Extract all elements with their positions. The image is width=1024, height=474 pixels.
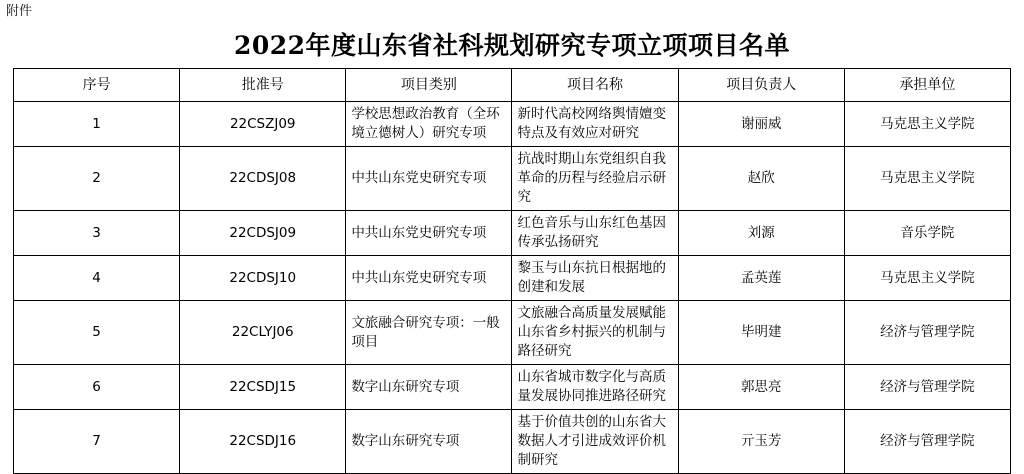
cell-seq: 6: [14, 365, 180, 410]
cell-unit: 马克思主义学院: [844, 256, 1010, 301]
cell-leader: 谢丽威: [678, 102, 844, 147]
table-row: [14, 211, 1011, 256]
table-row: [14, 410, 1011, 474]
cell-name: 山东省城市数字化与高质量发展协同推进路径研究: [512, 365, 678, 410]
table-row: [14, 365, 1011, 410]
cell-unit: 经济与管理学院: [844, 410, 1010, 474]
cell-name: 黎玉与山东抗日根据地的创建和发展: [512, 256, 678, 301]
cell-unit: 音乐学院: [844, 211, 1010, 256]
cell-leader: 亓玉芳: [678, 410, 844, 474]
cell-category: 文旅融合研究专项：一般项目: [346, 301, 512, 365]
table-row: [14, 256, 1011, 301]
table-row: [14, 301, 1011, 365]
cell-seq: 4: [14, 256, 180, 301]
project-list-table: [13, 68, 1011, 474]
cell-seq: 5: [14, 301, 180, 365]
cell-category: 中共山东党史研究专项: [346, 256, 512, 301]
cell-category: 数字山东研究专项: [346, 410, 512, 474]
column-header-seq: 序号: [14, 69, 180, 102]
cell-name: 基于价值共创的山东省大数据人才引进成效评价机制研究: [512, 410, 678, 474]
cell-code: 22CLYJ06: [180, 301, 346, 365]
page-title: 2022年度山东省社科规划研究专项立项项目名单: [233, 31, 791, 60]
cell-leader: 孟英莲: [678, 256, 844, 301]
cell-unit: 马克思主义学院: [844, 102, 1010, 147]
cell-code: 22CDSJ10: [180, 256, 346, 301]
cell-leader: 毕明建: [678, 301, 844, 365]
cell-name: 红色音乐与山东红色基因传承弘扬研究: [512, 211, 678, 256]
table-row: [14, 147, 1011, 211]
column-header-category: 项目类别: [346, 69, 512, 102]
cell-seq: 2: [14, 147, 180, 211]
cell-code: 22CDSJ08: [180, 147, 346, 211]
cell-code: 22CSDJ16: [180, 410, 346, 474]
attachment-label: 附件: [6, 4, 33, 19]
cell-unit: 经济与管理学院: [844, 365, 1010, 410]
cell-category: 学校思想政治教育（全环境立德树人）研究专项: [346, 102, 512, 147]
table-header-row: [14, 69, 1011, 102]
cell-seq: 1: [14, 102, 180, 147]
cell-code: 22CSZJ09: [180, 102, 346, 147]
cell-category: 中共山东党史研究专项: [346, 147, 512, 211]
cell-leader: 郭思亮: [678, 365, 844, 410]
column-header-unit: 承担单位: [844, 69, 1010, 102]
column-header-leader: 项目负责人: [678, 69, 844, 102]
cell-unit: 经济与管理学院: [844, 301, 1010, 365]
cell-category: 中共山东党史研究专项: [346, 211, 512, 256]
column-header-name: 项目名称: [512, 69, 678, 102]
cell-leader: 刘源: [678, 211, 844, 256]
cell-seq: 3: [14, 211, 180, 256]
column-header-code: 批准号: [180, 69, 346, 102]
table-row: [14, 102, 1011, 147]
cell-name: 文旅融合高质量发展赋能山东省乡村振兴的机制与路径研究: [512, 301, 678, 365]
cell-code: 22CSDJ15: [180, 365, 346, 410]
cell-name: 新时代高校网络舆情嬗变特点及有效应对研究: [512, 102, 678, 147]
cell-unit: 马克思主义学院: [844, 147, 1010, 211]
cell-code: 22CDSJ09: [180, 211, 346, 256]
cell-leader: 赵欣: [678, 147, 844, 211]
cell-category: 数字山东研究专项: [346, 365, 512, 410]
cell-name: 抗战时期山东党组织自我革命的历程与经验启示研究: [512, 147, 678, 211]
cell-seq: 7: [14, 410, 180, 474]
